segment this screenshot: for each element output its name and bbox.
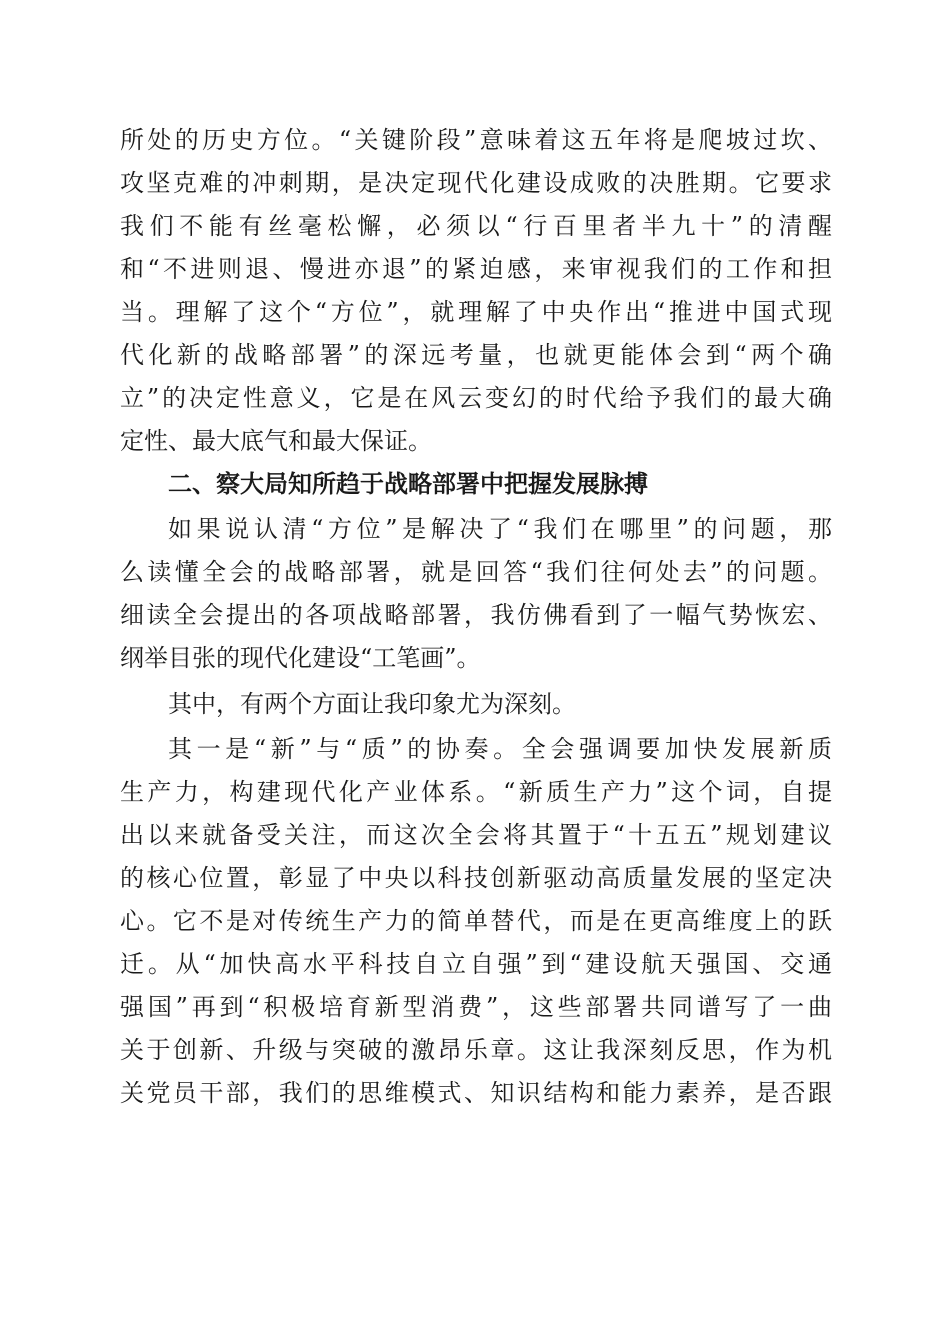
text-line: 心。它不是对传统生产力的简单替代，而是在更高维度上的跃 (120, 907, 832, 935)
text-line: 关于创新、升级与突破的激昂乐章。这让我深刻反思，作为机 (120, 1036, 832, 1064)
text-line: 关党员干部，我们的思维模式、知识结构和能力素养，是否跟 (120, 1079, 832, 1107)
text-line: 出以来就备受关注，而这次全会将其置于“十五五”规划建议 (120, 821, 832, 849)
text-line: 定性、最大底气和最大保证。 (120, 427, 432, 455)
section-heading: 二、察大局知所趋于战略部署中把握发展脉搏 (168, 470, 648, 498)
text-line: 其一是“新”与“质”的协奏。全会强调要加快发展新质 (168, 735, 832, 763)
text-line: 强国”再到“积极培育新型消费”，这些部署共同谱写了一曲 (120, 993, 832, 1021)
text-line: 的核心位置，彰显了中央以科技创新驱动高质量发展的坚定决 (120, 864, 832, 892)
text-line: 如果说认清“方位”是解决了“我们在哪里”的问题，那 (168, 515, 832, 543)
text-line: 迁。从“加快高水平科技自立自强”到“建设航天强国、交通 (120, 950, 832, 978)
text-line: 攻坚克难的冲刺期，是决定现代化建设成败的决胜期。它要求 (120, 169, 832, 197)
text-line: 其中，有两个方面让我印象尤为深刻。 (168, 690, 576, 718)
text-line: 纲举目张的现代化建设“工笔画”。 (120, 644, 481, 672)
text-line: 我们不能有丝毫松懈，必须以“行百里者半九十”的清醒 (120, 212, 832, 240)
text-line: 所处的历史方位。“关键阶段”意味着这五年将是爬坡过坎、 (120, 126, 832, 154)
text-line: 和“不进则退、慢进亦退”的紧迫感，来审视我们的工作和担 (120, 255, 832, 283)
text-line: 当。理解了这个“方位”，就理解了中央作出“推进中国式现 (120, 298, 832, 326)
text-line: 立”的决定性意义，它是在风云变幻的时代给予我们的最大确 (120, 384, 832, 412)
text-line: 细读全会提出的各项战略部署，我仿佛看到了一幅气势恢宏、 (120, 601, 832, 629)
text-line: 生产力，构建现代化产业体系。“新质生产力”这个词，自提 (120, 778, 832, 806)
text-line: 么读懂全会的战略部署，就是回答“我们往何处去”的问题。 (120, 558, 832, 586)
text-line: 代化新的战略部署”的深远考量，也就更能体会到“两个确 (120, 341, 832, 369)
